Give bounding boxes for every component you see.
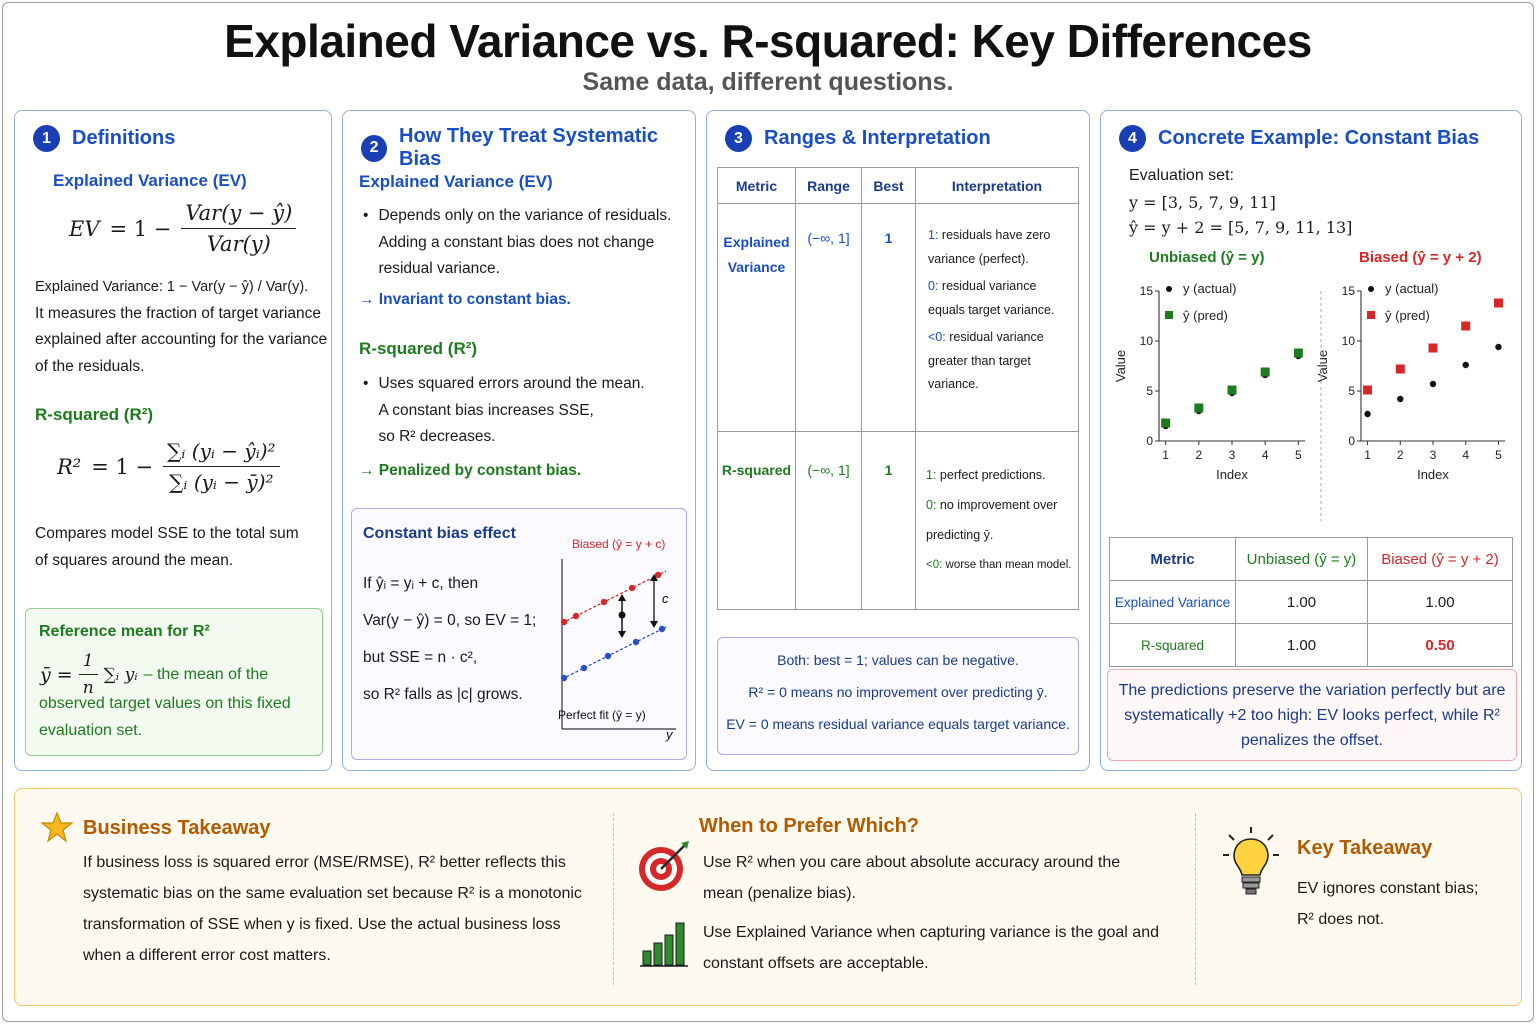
interp-item bbox=[926, 550, 1072, 580]
interp-key: <0: bbox=[928, 330, 946, 344]
predicted-point bbox=[1161, 419, 1170, 428]
perfect-fit-label: Perfect fit (ŷ = y) bbox=[558, 708, 646, 722]
business-takeaway-heading: Business Takeaway bbox=[83, 817, 271, 839]
section-divider bbox=[1195, 813, 1196, 985]
r2-fraction bbox=[163, 439, 279, 494]
legend-marker bbox=[1367, 311, 1375, 319]
page-subtitle: Same data, different questions. bbox=[582, 68, 954, 96]
header-best: Best bbox=[862, 168, 916, 204]
ref-lhs: ȳ = bbox=[40, 663, 73, 686]
biased-point bbox=[561, 619, 567, 625]
summary-line3: EV = 0 means residual variance equals target variance. bbox=[726, 716, 1070, 732]
metric-ev: Explained Variance bbox=[1110, 581, 1236, 624]
ev-biased-value: 1.00 bbox=[1368, 581, 1513, 624]
chart-title: Biased (ŷ = y + 2) bbox=[1359, 249, 1482, 266]
bar-chart-icon bbox=[639, 917, 689, 969]
ev-fraction bbox=[181, 201, 296, 256]
y-tick-label: 0 bbox=[1348, 434, 1355, 448]
interp-text: residual variance equals target variance. bbox=[928, 279, 1055, 317]
predicted-point bbox=[1261, 368, 1270, 377]
y-tick-label: 15 bbox=[1341, 284, 1355, 298]
r2-penalized-note: → Penalized by constant bias. bbox=[359, 462, 582, 479]
perfect-point bbox=[659, 626, 665, 632]
summary-line2: R² = 0 means no improvement over predicting ȳ. bbox=[748, 684, 1048, 700]
ev-invariant-note: → Invariant to constant bias. bbox=[359, 291, 571, 308]
y-values: y = [3, 5, 7, 9, 11] bbox=[1129, 193, 1276, 212]
predicted-point bbox=[1363, 386, 1372, 395]
constant-bias-text bbox=[363, 565, 536, 713]
comparison-table bbox=[1109, 537, 1513, 667]
ranges-panel bbox=[706, 110, 1090, 771]
bias-line2: Var(y − ŷ) = 0, so EV = 1; bbox=[363, 612, 537, 629]
y-axis-letter: y bbox=[666, 727, 673, 742]
step-number-badge: 1 bbox=[33, 125, 60, 152]
ev-formula-op: = 1 − bbox=[109, 216, 172, 241]
section-divider bbox=[613, 813, 614, 985]
y-tick-label: 5 bbox=[1146, 384, 1153, 398]
table-row bbox=[1110, 581, 1513, 624]
takeaways-section bbox=[14, 788, 1522, 1006]
biased-chart bbox=[1315, 249, 1505, 482]
panel-title: Ranges & Interpretation bbox=[764, 127, 991, 149]
table-row bbox=[1110, 624, 1513, 667]
unbiased-chart bbox=[1113, 249, 1305, 482]
x-tick-label: 4 bbox=[1261, 448, 1269, 462]
x-axis-label: Index bbox=[1417, 467, 1449, 482]
y-axis-label: Value bbox=[1315, 349, 1330, 383]
legend-marker bbox=[1165, 311, 1173, 319]
interp-text: worse than mean model. bbox=[945, 559, 1072, 571]
predicted-point bbox=[1461, 322, 1470, 331]
r2-formula bbox=[57, 439, 280, 494]
bias-line3: but SSE = n · c², bbox=[363, 649, 478, 666]
step-number-badge: 2 bbox=[361, 135, 387, 162]
metric-r2: R-squared bbox=[1110, 624, 1236, 667]
prefer-heading: When to Prefer Which? bbox=[699, 815, 919, 837]
example-panel bbox=[1100, 110, 1522, 771]
r2-unbiased-value: 1.00 bbox=[1236, 624, 1368, 667]
bias-treatment-header bbox=[361, 125, 695, 171]
legend-label: y (actual) bbox=[1385, 281, 1439, 296]
ev-denominator: Var(y) bbox=[206, 232, 271, 256]
interp-item bbox=[928, 224, 1070, 271]
y-axis-label: Value bbox=[1113, 349, 1128, 383]
interp-key: 1: bbox=[928, 228, 939, 242]
header-biased: Biased (ŷ = y + 2) bbox=[1368, 538, 1513, 581]
interp-item bbox=[926, 490, 1072, 550]
page-title: Explained Variance vs. R-squared: Key Differences bbox=[224, 15, 1312, 67]
offset-arrow-head-up bbox=[618, 594, 626, 601]
ev-description bbox=[35, 274, 329, 380]
perfect-point bbox=[561, 675, 567, 681]
business-takeaway-text: If business loss is squared error (MSE/RMSE), R² better reflects this systematic bias on the same evaluation set because R² is a monotonic transformation of SSE when y is fixed. Use the actual business loss when a different error cost matters. bbox=[83, 854, 582, 964]
r2-formula-op: = 1 − bbox=[91, 454, 154, 479]
table-row bbox=[718, 432, 1079, 610]
bias-treatment-panel bbox=[342, 110, 696, 771]
step-number-badge: 3 bbox=[725, 125, 752, 152]
legend-label: ŷ (pred) bbox=[1385, 308, 1430, 323]
ev-bullet-text: Depends only on the variance of residuals. Adding a constant bias does not change residual variance. bbox=[378, 207, 672, 277]
interp-item bbox=[928, 275, 1070, 322]
chart-title: Unbiased (ŷ = y) bbox=[1149, 249, 1265, 266]
ev-heading: Explained Variance (EV) bbox=[53, 171, 247, 190]
r2-heading: R-squared (R²) bbox=[359, 339, 478, 358]
panel-title: Definitions bbox=[72, 127, 176, 149]
table-row bbox=[718, 204, 1079, 432]
y-tick-label: 15 bbox=[1139, 284, 1153, 298]
ref-tail: – the mean of the bbox=[143, 665, 269, 683]
ref-numerator: 1 bbox=[79, 651, 98, 675]
x-tick-label: 3 bbox=[1429, 448, 1437, 462]
y-tick-label: 10 bbox=[1341, 334, 1355, 348]
r2-biased-value: 0.50 bbox=[1368, 624, 1513, 667]
interp-key: 0: bbox=[926, 498, 937, 512]
x-tick-label: 5 bbox=[1295, 448, 1302, 462]
interp-text: perfect predictions. bbox=[939, 468, 1046, 482]
actual-point bbox=[1397, 396, 1403, 402]
ev-formula bbox=[69, 201, 296, 256]
star-icon bbox=[41, 811, 73, 843]
x-tick-label: 5 bbox=[1495, 448, 1502, 462]
ranges-header-row bbox=[718, 168, 1079, 204]
eval-set-label: Evaluation set: bbox=[1129, 167, 1234, 184]
definitions-header bbox=[33, 125, 175, 152]
r2-bullet-line1: Uses squared errors around the mean. bbox=[378, 375, 645, 392]
interp-key: 1: bbox=[926, 468, 937, 482]
key-takeaway-heading: Key Takeaway bbox=[1297, 837, 1433, 859]
bias-line4: so R² falls as |c| grows. bbox=[363, 686, 523, 703]
row-best-r2: 1 bbox=[862, 432, 916, 610]
r2-heading: R-squared (R²) bbox=[35, 405, 154, 424]
ref-sum: ∑ᵢ yᵢ bbox=[103, 664, 138, 685]
perfect-point bbox=[581, 665, 587, 671]
target-icon bbox=[637, 839, 691, 893]
example-charts bbox=[1109, 249, 1519, 529]
r2-bullet-text bbox=[378, 371, 644, 451]
predicted-point bbox=[1228, 386, 1237, 395]
row-best-ev: 1 bbox=[862, 204, 916, 432]
interp-text: no improvement over predicting ȳ. bbox=[926, 498, 1058, 542]
perfect-point bbox=[605, 653, 611, 659]
prefer-ev-text: Use Explained Variance when capturing variance is the goal and constant offsets are acceptable. bbox=[703, 924, 1159, 972]
r2-numerator: ∑ᵢ (yᵢ − ŷᵢ)² bbox=[163, 439, 279, 467]
reference-mean-description: observed target values on this fixed evaluation set. bbox=[39, 695, 291, 739]
legend-marker bbox=[1368, 286, 1374, 292]
panel-title: Concrete Example: Constant Bias bbox=[1158, 127, 1480, 149]
prefer-r2-text: Use R² when you care about absolute accuracy around the mean (penalize bias). bbox=[703, 854, 1121, 902]
step-number-badge: 4 bbox=[1119, 125, 1146, 152]
ref-denominator: n bbox=[82, 678, 94, 698]
actual-point bbox=[1430, 381, 1436, 387]
definitions-panel bbox=[14, 110, 332, 771]
ev-description-text: It measures the fraction of target variance explained after accounting for the variance of the residuals. bbox=[35, 304, 328, 375]
header-interpretation: Interpretation bbox=[916, 168, 1079, 204]
x-tick-label: 2 bbox=[1396, 448, 1404, 462]
c-label: c bbox=[662, 591, 669, 606]
reference-mean-heading: Reference mean for R² bbox=[39, 623, 210, 640]
example-conclusion: The predictions preserve the variation perfectly but are systematically +2 too high: EV looks perfect, while R² penalizes the offset. bbox=[1107, 669, 1517, 761]
header-metric: Metric bbox=[718, 168, 796, 204]
summary-line1: Both: best = 1; values can be negative. bbox=[777, 652, 1019, 668]
bullet-dot: • bbox=[363, 375, 369, 392]
predicted-point bbox=[1294, 349, 1303, 358]
lightbulb-icon bbox=[1221, 825, 1281, 899]
row-metric-ev: Explained Variance bbox=[718, 204, 796, 432]
r2-bullet-line2: A constant bias increases SSE, bbox=[378, 401, 594, 419]
legend-marker bbox=[1166, 286, 1172, 292]
ev-description-formula: Explained Variance: 1 − Var(y − ŷ) / Var(y). bbox=[35, 279, 309, 295]
x-axis-label: Index bbox=[1216, 467, 1248, 482]
ev-formula-lhs: EV bbox=[69, 216, 100, 241]
row-range-r2: (−∞, 1] bbox=[796, 432, 862, 610]
y-tick-label: 10 bbox=[1139, 334, 1153, 348]
actual-point bbox=[1364, 411, 1370, 417]
actual-point bbox=[1495, 344, 1501, 350]
ev-heading: Explained Variance (EV) bbox=[359, 172, 553, 191]
interp-key: <0: bbox=[926, 559, 943, 571]
interp-text: residual variance greater than target variance. bbox=[928, 330, 1044, 391]
interp-key: 0: bbox=[928, 279, 939, 293]
row-interp-r2 bbox=[916, 432, 1079, 610]
row-metric-r2: R-squared bbox=[718, 432, 796, 610]
ranges-summary-box bbox=[717, 637, 1079, 755]
x-tick-label: 1 bbox=[1364, 448, 1371, 462]
r2-bullet-line3: so R² decreases. bbox=[378, 428, 496, 445]
x-tick-label: 2 bbox=[1195, 448, 1203, 462]
x-tick-label: 4 bbox=[1462, 448, 1470, 462]
predicted-point bbox=[1429, 344, 1438, 353]
perfect-fit-line bbox=[562, 627, 666, 679]
predicted-point bbox=[1396, 365, 1405, 374]
biased-point bbox=[629, 585, 635, 591]
yhat-values: ŷ = y + 2 = [5, 7, 9, 11, 13] bbox=[1129, 218, 1353, 237]
interp-text: residuals have zero variance (perfect). bbox=[928, 228, 1051, 266]
legend-label: y (actual) bbox=[1183, 281, 1237, 296]
r2-bullet bbox=[363, 371, 683, 451]
ev-unbiased-value: 1.00 bbox=[1236, 581, 1368, 624]
ranges-table bbox=[717, 167, 1079, 610]
header-metric: Metric bbox=[1110, 538, 1236, 581]
perfect-point bbox=[633, 639, 639, 645]
header-unbiased: Unbiased (ŷ = y) bbox=[1236, 538, 1368, 581]
example-header bbox=[1119, 125, 1479, 152]
actual-point bbox=[1463, 362, 1469, 368]
row-range-ev: (−∞, 1] bbox=[796, 204, 862, 432]
panel-title: How They Treat Systematic Bias bbox=[399, 125, 659, 170]
r2-description: Compares model SSE to the total sum of squares around the mean. bbox=[35, 525, 299, 569]
constant-bias-heading: Constant bias effect bbox=[363, 525, 516, 542]
predicted-point bbox=[1494, 299, 1503, 308]
y-tick-label: 5 bbox=[1348, 384, 1355, 398]
header-range: Range bbox=[796, 168, 862, 204]
predicted-point bbox=[1194, 404, 1203, 413]
offset-arrow-head-down bbox=[618, 631, 626, 638]
comparison-header-row bbox=[1110, 538, 1513, 581]
ev-numerator: Var(y − ŷ) bbox=[181, 201, 296, 229]
row-interp-ev bbox=[916, 204, 1079, 432]
biased-point bbox=[601, 599, 607, 605]
r2-denominator: ∑ᵢ (yᵢ − ȳ)² bbox=[169, 470, 274, 494]
legend-label: ŷ (pred) bbox=[1183, 308, 1228, 323]
r2-formula-lhs: R² bbox=[57, 454, 82, 479]
bullet-dot: • bbox=[363, 207, 369, 224]
x-tick-label: 1 bbox=[1162, 448, 1169, 462]
ranges-header bbox=[725, 125, 991, 152]
bias-illustration bbox=[548, 531, 688, 741]
reference-mean-box bbox=[25, 608, 323, 756]
interp-item bbox=[926, 460, 1072, 490]
c-arrow-head-down bbox=[650, 621, 658, 628]
y-tick-label: 0 bbox=[1146, 434, 1153, 448]
key-takeaway-line2: R² does not. bbox=[1297, 911, 1385, 928]
interp-item bbox=[928, 326, 1070, 397]
biased-line-label: Biased (ŷ = y + c) bbox=[572, 537, 666, 551]
constant-bias-box bbox=[351, 508, 687, 760]
bias-line1: If ŷᵢ = yᵢ + c, then bbox=[363, 575, 479, 592]
x-tick-label: 3 bbox=[1228, 448, 1236, 462]
biased-point bbox=[573, 613, 579, 619]
ev-bullet bbox=[363, 203, 683, 283]
key-takeaway-line1: EV ignores constant bias; bbox=[1297, 880, 1479, 897]
